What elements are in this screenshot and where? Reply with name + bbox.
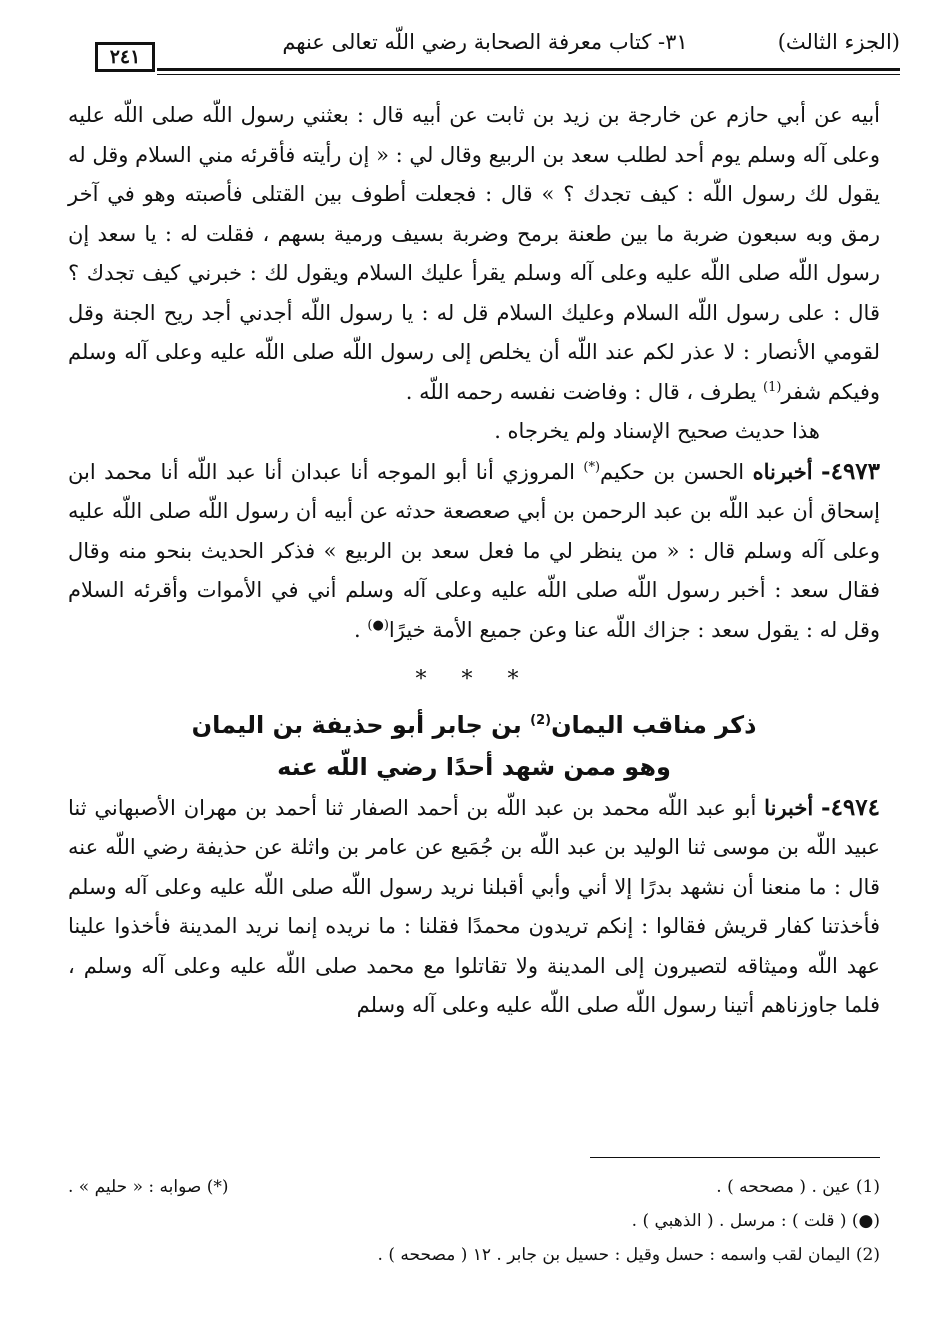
footnote-dot bbox=[240, 1204, 880, 1238]
hadith-text-a: الحسن بن حكيم bbox=[600, 459, 753, 484]
paragraph-end: يطرف ، قال : وفاضت نفسه رحمه اللّه . bbox=[405, 379, 763, 404]
footnote-text: اليمان لقب واسمه : حسل وقيل : حسيل بن جابر . ١٢ ( مصححه ) . bbox=[377, 1245, 851, 1265]
section-divider-stars: * * * bbox=[415, 667, 533, 692]
main-text bbox=[68, 96, 880, 1026]
footnote-1 bbox=[240, 1170, 880, 1204]
running-title: ٣١- كتاب معرفة الصحابة رضي اللّه تعالى عنهم bbox=[282, 30, 688, 54]
paragraph-text: أبيه عن أبي حازم عن خارجة بن زيد بن ثابت عن أبيه قال : بعثني رسول اللّه صلى اللّه عليه وعلى آله وسلم يوم أحد لطلب سعد بن الربيع وقال لي : « إن رأيته فأقرئه مني السلام وقل له يقول لك رسول اللّه : كيف تجدك ؟ » قال : فجعلت أطوف بين القتلى فأصبته وهو في آخر رمق وبه سبعون ضربة ما بين طعنة برمح وضربة بسيف ورمية بسهم ، فقلت له : يا سعد إن رسول اللّه صلى اللّه عليه وعلى آله وسلم يقرأ عليك السلام ويقول لك : خبرني كيف تجدك ؟ قال : على رسول اللّه السلام وعليك السلام قل له : يا رسول اللّه أجدني أجد ريح الجنة وقل لقومي الأنصار : لا عذر لكم عند اللّه أن يخلص إلى رسول اللّه صلى اللّه عليه وعلى آله وسلم وفيكم شفر bbox=[68, 103, 881, 404]
hadith-number: ٤٩٧٣- bbox=[821, 457, 881, 485]
footnote-marker-1: (1) bbox=[762, 379, 782, 395]
header-rule-thin bbox=[157, 74, 900, 75]
header-rule-thick bbox=[157, 68, 900, 71]
footnote-text: صوابه : « حليم » . bbox=[68, 1177, 202, 1197]
footnote-marker-dot: (●) bbox=[367, 617, 389, 633]
heading-part-b: بن جابر أبو حذيفة بن اليمان bbox=[191, 710, 531, 739]
footnote-marker: (●) bbox=[851, 1211, 880, 1231]
footnote-text: ( قلت ) : مرسل . ( الذهبي ) . bbox=[631, 1211, 847, 1231]
heading-part-a: ذكر مناقب اليمان bbox=[551, 710, 757, 739]
footnotes bbox=[240, 1170, 880, 1272]
hadith-text-b: المروزي أنا أبو الموجه أنا عبدان أنا عبد اللّه أنا محمد ابن إسحاق أن عبد اللّه بن عبد الرحمن بن أبي صعصعة حدثه عن أبيه أن رسول اللّه صلى اللّه عليه وعلى آله وسلم قال : « من ينظر لي ما فعل سعد بن الربيع » فذكر الحديث بنحو منه وقال فقال سعد : أخبر رسول اللّه صلى اللّه عليه وعلى آله وسلم أني في الأموات وأقرئه السلام وقل له : يقول سعد : جزاك اللّه عنا وعن جميع الأمة خيرًا bbox=[68, 459, 880, 642]
hadith-continuation bbox=[68, 96, 880, 412]
section-heading-line2: وهو ممن شهد أحدًا رضي اللّه عنه bbox=[277, 752, 671, 781]
footnote-marker-star: (*) bbox=[583, 459, 601, 475]
page-number-box bbox=[95, 42, 155, 72]
footnote-marker: (*) bbox=[206, 1177, 229, 1197]
akhbarana-word: أخبرنا bbox=[764, 794, 814, 820]
footnote-separator bbox=[590, 1157, 880, 1158]
section-heading-line1 bbox=[68, 704, 880, 746]
akhbarana-word: أخبرناه bbox=[752, 458, 813, 484]
hadith-text: أبو عبد اللّه محمد بن عبد اللّه بن أحمد الصفار ثنا أحمد بن مهران الأصبهاني ثنا عبيد اللّه بن موسى ثنا الوليد بن عبد اللّه بن جُمَيع عن عامر بن واثلة عن حذيفة رضي اللّه عنه قال : ما منعنا أن نشهد بدرًا إلا أني وأبي أقبلنا نريد رسول اللّه صلى اللّه عليه وعلى آله وسلم فأخذتنا كفار قريش فقالوا : إنكم تريدون محمدًا فقلنا : ما نريده إنما نريد المدينة فأخذوا علينا عهد اللّه وميثاقه لتصيرون إلى المدينة ولا تقاتلوا مع محمد صلى اللّه عليه وعلى آله وسلم ، فلما جاوزناهم أتينا رسول اللّه صلى اللّه عليه وعلى آله وسلم bbox=[68, 795, 880, 1017]
hadith-number: ٤٩٧٤- bbox=[821, 793, 880, 821]
footnote-marker: (1) bbox=[855, 1177, 880, 1197]
footnote-marker: (2) bbox=[855, 1245, 880, 1265]
hadith-grade: هذا حديث صحيح الإسناد ولم يخرجاه . bbox=[494, 419, 820, 443]
hadith-end: . bbox=[354, 617, 368, 642]
footnote-2 bbox=[240, 1238, 880, 1272]
footnote-star bbox=[68, 1170, 229, 1204]
volume-label: (الجزء الثالث) bbox=[777, 30, 900, 54]
page-header bbox=[85, 24, 900, 78]
footnote-marker-2: (2) bbox=[530, 712, 552, 728]
page-number: ٢٤١ bbox=[109, 46, 141, 68]
hadith-4973 bbox=[68, 452, 880, 651]
hadith-4974 bbox=[68, 788, 880, 1026]
footnote-text: عين . ( مصححه ) . bbox=[716, 1177, 851, 1197]
